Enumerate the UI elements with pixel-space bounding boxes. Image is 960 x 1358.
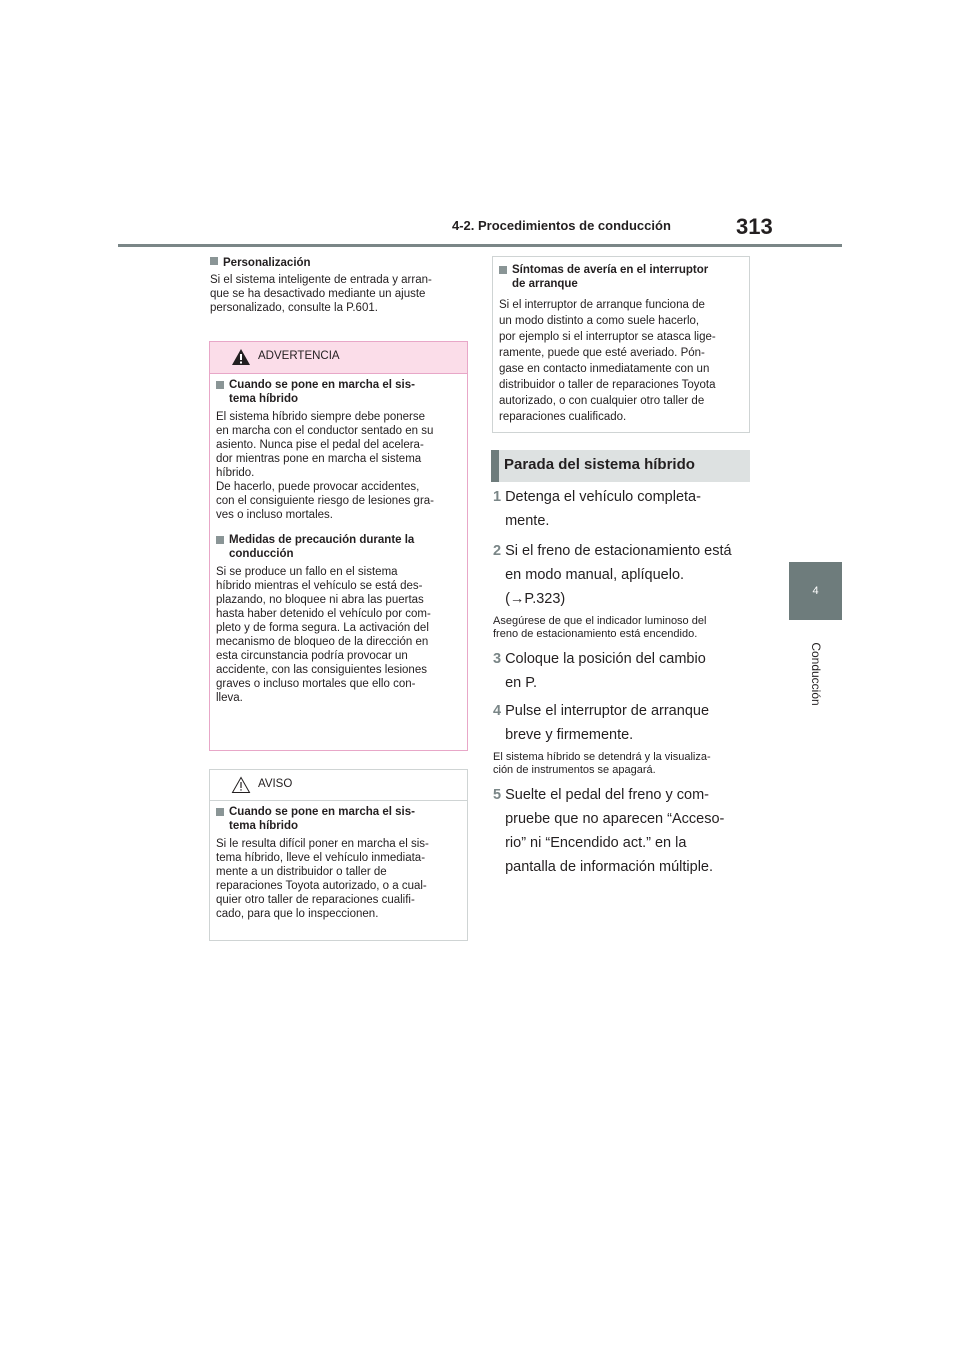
- warning-item1-text: El sistema híbrido siempre debe ponerse en marcha con el conductor sentado en su asiento. Nunca pise el pedal del acelera- dor mientras pone en marcha el sistema híbrido. De hacerlo, puede provocar accidentes, con el consiguiente riesgo de lesiones gra- ves o incluso mortales.: [216, 411, 434, 521]
- caution-triangle-icon: [231, 776, 251, 794]
- step-5: 5 Suelte el pedal del freno y com- pruebe que no aparecen “Acceso- rio” ni “Encendido act.” en la pantalla de información múltiple.: [493, 787, 725, 875]
- notice-item1-heading: Cuando se pone en marcha el sis- tema híbrido: [229, 806, 415, 832]
- page-number: 313: [736, 214, 773, 239]
- square-bullet-icon: [216, 808, 224, 816]
- section-title-bar: [491, 450, 750, 482]
- symptoms-heading: Síntomas de avería en el interruptor de arranque: [512, 264, 709, 290]
- square-bullet-icon: [210, 257, 218, 265]
- notice-item1-text: Si le resulta difícil poner en marcha el sis- tema híbrido, lleve el vehículo inmediata- mente a un distribuidor o taller de reparaciones Toyota autorizado, o a cual- quier otro taller de reparaciones cualifi- cado, para que lo inspeccionen.: [216, 838, 429, 920]
- step-2: 2 Si el freno de estacionamiento está en modo manual, aplíquelo. (→P.323): [493, 543, 732, 607]
- notice-box: [209, 769, 468, 941]
- steps-list: [493, 485, 755, 879]
- personalizacion-section: [210, 256, 468, 315]
- chapter-tab-label: Conducción: [809, 642, 823, 706]
- step-4: 4 Pulse el interruptor de arranque breve y firmemente.: [493, 703, 710, 743]
- step-2-note: Asegúrese de que el indicador luminoso del freno de estacionamiento está encendido.: [493, 615, 707, 640]
- section-title: Parada del sistema híbrido: [504, 456, 695, 473]
- personalizacion-heading: Personalización: [223, 257, 311, 269]
- warning-box: [209, 341, 468, 751]
- notice-box-header: [210, 770, 467, 801]
- section-header-title: 4-2. Procedimientos de conducción: [452, 218, 671, 233]
- warning-item2-heading: Medidas de precaución durante la conducción: [229, 534, 415, 560]
- symptoms-text: Si el interruptor de arranque funciona de un modo distinto a como suele hacerlo, por ejemplo si el interruptor se atasca lige- ramente, puede que esté averiado. Pón- gase en contacto inmediatamente con un distribuidor o taller de reparaciones Toyota autorizado, o con cualquier otro taller de reparaciones cualificado.: [499, 299, 716, 423]
- section-title-accent: [491, 450, 499, 482]
- square-bullet-icon: [216, 381, 224, 389]
- step-3: 3 Coloque la posición del cambio en P.: [493, 651, 706, 691]
- chapter-tab[interactable]: 4: [789, 562, 842, 620]
- warning-item1-heading: Cuando se pone en marcha el sis- tema híbrido: [229, 379, 415, 405]
- warning-triangle-icon: [231, 348, 251, 366]
- symptoms-box: [492, 256, 750, 433]
- header-divider: [118, 244, 842, 247]
- warning-title: ADVERTENCIA: [258, 350, 340, 362]
- square-bullet-icon: [216, 536, 224, 544]
- warning-box-header: [210, 342, 467, 374]
- warning-item2-text: Si se produce un fallo en el sistema híbrido mientras el vehículo se está des- plazando, no bloquee ni abra las puertas hasta haber detenido el vehículo por com- pleto y de forma segura. La activación del mecanismo de bloqueo de la dirección en esta circunstancia podría provocar un accidente, con las consiguientes lesiones graves o incluso mortales que ello con- lleva.: [216, 566, 431, 704]
- notice-title: AVISO: [258, 778, 293, 790]
- step-4-note: El sistema híbrido se detendrá y la visualiza- ción de instrumentos se apagará.: [493, 751, 711, 776]
- square-bullet-icon: [499, 266, 507, 274]
- personalizacion-text: Si el sistema inteligente de entrada y arran- que se ha desactivado mediante un ajuste personalizado, consulte la P.601.: [210, 274, 432, 314]
- step-1: 1 Detenga el vehículo completa- mente.: [493, 489, 701, 529]
